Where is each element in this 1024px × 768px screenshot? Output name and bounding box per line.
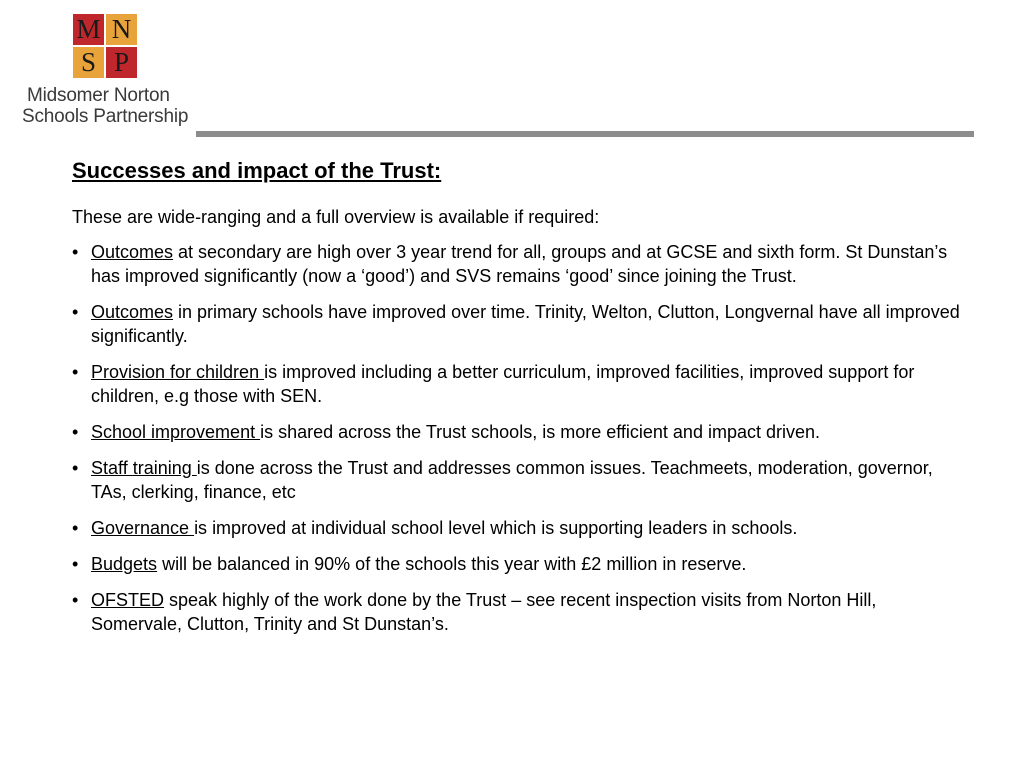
logo-letter-p: P xyxy=(106,47,137,78)
bullet-item xyxy=(72,516,972,540)
logo-letter-n: N xyxy=(106,14,137,45)
bullet-keyword: Budgets xyxy=(91,554,158,574)
bullet-text: is improved including a better curriculum, improved facilities, improved support for children, e.g those with SEN. xyxy=(91,362,915,406)
logo-text-line-1: Midsomer Norton xyxy=(27,85,170,106)
bullet-text: speak highly of the work done by the Trust – see recent inspection visits from Norton Hill, Somervale, Clutton, Trinity and St Dunstan’s. xyxy=(91,590,877,634)
bullet-text: is improved at individual school level which is supporting leaders in schools. xyxy=(194,518,798,538)
bullet-item xyxy=(72,552,972,576)
intro-text: These are wide-ranging and a full overview is available if required: xyxy=(72,207,600,227)
bullet-keyword: Outcomes xyxy=(91,242,174,262)
bullet-item xyxy=(72,588,972,636)
logo-letter-s: S xyxy=(73,47,104,78)
bullet-keyword: Staff training xyxy=(91,458,197,478)
bullet-keyword: School improvement xyxy=(91,422,261,442)
bullet-keyword: Outcomes xyxy=(91,302,174,322)
logo-monogram xyxy=(73,14,137,78)
bullet-item xyxy=(72,420,972,444)
bullet-keyword: OFSTED xyxy=(91,590,165,610)
bullet-item xyxy=(72,300,972,348)
bullet-keyword: Governance xyxy=(91,518,195,538)
bullet-text: is shared across the Trust schools, is more efficient and impact driven. xyxy=(260,422,820,442)
bullet-keyword: Provision for children xyxy=(91,362,265,382)
bullet-text: at secondary are high over 3 year trend for all, groups and at GCSE and sixth form. St Dunstan’s has improved significantly (now a ‘good’) and SVS remains ‘good’ since joining the Trust. xyxy=(91,242,948,286)
header-divider xyxy=(196,131,974,137)
slide-title: Successes and impact of the Trust: xyxy=(72,158,442,183)
bullet-item xyxy=(72,456,972,504)
bullet-text: will be balanced in 90% of the schools this year with £2 million in reserve. xyxy=(157,554,747,574)
bullet-list xyxy=(72,240,972,636)
bullet-item xyxy=(72,240,972,288)
bullet-item xyxy=(72,360,972,408)
logo-text-line-2: Schools Partnership xyxy=(22,106,189,127)
slide-content xyxy=(72,157,972,648)
bullet-text: is done across the Trust and addresses common issues. Teachmeets, moderation, governor, TAs, clerking, finance, etc xyxy=(91,458,933,502)
logo-letter-m: M xyxy=(73,14,104,45)
bullet-text: in primary schools have improved over time. Trinity, Welton, Clutton, Longvernal have all improved significantly. xyxy=(91,302,960,346)
